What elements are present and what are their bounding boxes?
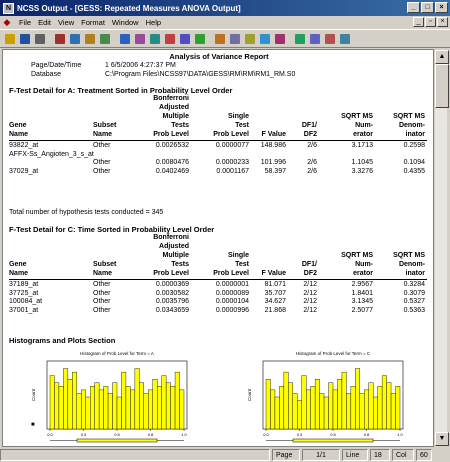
table-a-cell-df: 2/6: [307, 159, 317, 167]
hist-a-bar: [86, 397, 90, 429]
hist-a-bar: [153, 379, 157, 429]
hist-c-bar: [302, 376, 306, 429]
spreadsheet-icon[interactable]: [148, 32, 162, 46]
table-a-hdr-denom: Denom-: [398, 122, 425, 129]
hist-c-xlabel: Prob Level for Term = C: [309, 446, 357, 451]
table-c-hdr-single: Single: [227, 252, 249, 259]
hist-a-bar: [121, 372, 125, 429]
hist-a-bar: [162, 376, 166, 429]
table-c-hdr-adjusted: Adjusted: [159, 243, 189, 250]
table-a-hdr-df2: DF2: [303, 131, 317, 138]
table-a-cell-num: 3.3276: [351, 167, 373, 175]
hist-a-bar: [54, 383, 58, 429]
hist-c-bar: [369, 383, 373, 429]
table-a-hdr-gene: Gene: [9, 122, 27, 129]
hist-c-bar: [315, 379, 319, 429]
app-icon: N: [3, 3, 14, 14]
status-bar: [0, 448, 450, 462]
menu-format[interactable]: Format: [81, 18, 105, 27]
hist-c-bar: [351, 386, 355, 429]
mdi-restore-button[interactable]: ▫: [425, 17, 436, 27]
status-page-label: Page: [272, 449, 300, 461]
table-c-cell-gene: 100084_at: [9, 298, 43, 306]
table-a-cell-gene: 93822_at: [9, 142, 39, 149]
status-line-value: 18: [370, 449, 390, 461]
table-a-hdr-num: Num-: [355, 122, 373, 129]
hist-a-bar: [99, 390, 103, 429]
table-c-hdr-subset: Subset: [93, 261, 117, 268]
table-a-cell-single: 0.0001167: [216, 167, 249, 175]
table-a-hdr-name: Name: [9, 131, 29, 138]
table-c-cell-bonf: 0.0035796: [155, 298, 189, 306]
table-a-cell-bonf: 0.0080476: [155, 159, 189, 167]
table-a-cell-den: 0.1094: [403, 159, 425, 167]
table-a-cell-single: 0.0000077: [215, 142, 249, 149]
table-a-hdr-prob-level: Prob Level: [153, 131, 189, 138]
hist-c-ylabel: Count: [247, 388, 252, 402]
histogram-term-a: [27, 347, 197, 451]
table-c-hdr-test: Test: [235, 261, 249, 268]
hist-c-bar: [333, 390, 337, 429]
table-a-hdr-adjusted: Adjusted: [159, 104, 189, 111]
toolbar: [0, 29, 450, 48]
table-a-hdr-bonferroni: Bonferroni: [153, 95, 189, 102]
scroll-up-button[interactable]: ▲: [435, 50, 449, 64]
hist-c-bar: [355, 369, 359, 429]
menu-file[interactable]: File: [19, 18, 32, 27]
table-a-hdr-df1: DF1/: [301, 122, 317, 129]
hist-c-bar: [378, 386, 382, 429]
hist-a-bar: [157, 386, 161, 429]
table-c-hdr-sqrt-den: SQRT MS: [393, 252, 425, 259]
print-icon[interactable]: [33, 32, 47, 46]
table-a-cell-bonf: 0.0026532: [155, 142, 189, 149]
table-a-cell-f: 58.397: [264, 167, 286, 175]
vertical-scrollbar[interactable]: [434, 49, 448, 447]
hist-c-bar: [329, 383, 333, 429]
arrow-down-icon[interactable]: [308, 32, 322, 46]
end-marker: ■: [31, 422, 35, 428]
hist-a-bar: [130, 390, 134, 429]
help-icon[interactable]: [193, 32, 207, 46]
data-icon[interactable]: [118, 32, 132, 46]
hist-c-xtick-label: 1.0: [397, 432, 403, 437]
table-c-hdr-denom: Denom-: [398, 261, 425, 268]
status-col-value: 60: [416, 449, 432, 461]
table-c-hdr-num: Num-: [355, 261, 373, 268]
menu-edit[interactable]: Edit: [38, 18, 52, 27]
info-icon[interactable]: [338, 32, 352, 46]
hist-a-bar: [180, 390, 184, 429]
table-c-hdr-name: Name: [9, 270, 29, 277]
mdi-close-button[interactable]: ×: [437, 17, 448, 27]
table-c-cell-f: 34.627: [264, 298, 286, 306]
hist-a-xlabel: Prob Level for Term = A: [93, 446, 141, 451]
hist-a-bar: [95, 383, 99, 429]
table-c-cell-single: 0.0000001: [215, 281, 249, 288]
hist-a-bar: [148, 390, 152, 429]
bookmark-icon[interactable]: [213, 32, 227, 46]
hist-section-title: Histograms and Plots Section: [9, 336, 116, 345]
table-c-cell-den: 0.5363: [403, 306, 425, 314]
table-a-cell-f: 148.986: [260, 142, 286, 149]
hist-a-bar: [104, 386, 108, 429]
table-a-hdr-test: Test: [235, 122, 249, 129]
hist-a-bar: [72, 372, 76, 429]
table-c-cell-num: 2.9567: [351, 281, 373, 288]
save-icon[interactable]: [18, 32, 32, 46]
table-c-cell-subset: Other: [93, 298, 111, 306]
hist-c-bar: [297, 401, 301, 429]
close-button[interactable]: ×: [435, 2, 448, 13]
maximize-button[interactable]: □: [421, 2, 434, 13]
table-c-cell-subset: Other: [93, 281, 111, 288]
table-c-cell-den: 0.3079: [403, 289, 425, 297]
menu-help[interactable]: Help: [145, 18, 162, 27]
table-c-cell-gene: 37725_at: [9, 289, 39, 297]
zoom-icon[interactable]: [228, 32, 242, 46]
table-c-hdr-subset-name: Name: [93, 270, 113, 277]
table-a-header-rule: [9, 140, 427, 141]
table-a-hdr-multiple: Multiple: [162, 113, 189, 120]
table-c-hdr-single-prob: Prob Level: [213, 270, 249, 277]
hist-a-boxplot: [77, 439, 157, 442]
table-c-cell-bonf: 0.0030582: [155, 289, 189, 297]
fit-icon[interactable]: [323, 32, 337, 46]
table-a-hdr-erator: erator: [353, 131, 373, 138]
table-a-hdr-fvalue: F Value: [261, 131, 286, 138]
table-a-cell-bonf: 0.0402469: [155, 167, 189, 175]
total-tests-note: Total number of hypothesis tests conducted = 345: [9, 209, 164, 216]
hist-c-bar: [284, 372, 288, 429]
hist-a-ylabel: Count: [31, 388, 36, 402]
table-c-cell-f: 35.707: [264, 289, 286, 297]
table-c-cell-df: 2/12: [303, 298, 317, 306]
table-a-hdr-single: Single: [227, 113, 249, 120]
menu-view[interactable]: View: [58, 18, 75, 27]
table-c-cell-num: 2.5077: [351, 306, 373, 314]
hist-c-bar: [387, 383, 391, 429]
table-c-cell-subset: Other: [93, 306, 111, 314]
report-title: Analysis of Variance Report: [169, 52, 269, 61]
table-c-cell-single: 0.0000089: [215, 289, 249, 297]
hist-a-xtick-label: 0.3: [80, 432, 87, 437]
scroll-thumb[interactable]: [435, 64, 449, 108]
hist-c-bar: [270, 390, 274, 429]
status-col-label: Col: [392, 449, 414, 461]
menu-window[interactable]: Window: [111, 18, 139, 27]
hist-c-bar: [275, 397, 279, 429]
status-message: [0, 449, 270, 461]
histogram-term-c: [243, 347, 413, 451]
table-c-cell-single: 0.0000996: [215, 306, 249, 314]
hist-a-bar: [68, 379, 72, 429]
font-icon[interactable]: [273, 32, 287, 46]
table-c-cell-df: 2/12: [303, 306, 317, 314]
table-a-cell-subset: Other: [93, 167, 111, 175]
table-a-cell-df: 2/6: [307, 142, 317, 149]
hist-c-xtick-label: 0.3: [296, 432, 303, 437]
hist-c-bar: [373, 397, 377, 429]
table-c-hdr-sqrt-num: SQRT MS: [341, 252, 373, 259]
hist-a-bar: [166, 383, 170, 429]
hist-a-bar: [50, 376, 54, 429]
hist-c-bar: [337, 379, 341, 429]
table-c-cell-subset: Other: [93, 289, 111, 297]
paste-icon[interactable]: [83, 32, 97, 46]
hist-a-xtick-label: 0.0: [47, 432, 53, 437]
table-c-cell-single: 0.0000104: [215, 298, 249, 306]
hist-a-bar: [117, 397, 121, 429]
title-bar: [0, 0, 450, 16]
table-c-hdr-df2: DF2: [303, 270, 317, 277]
window-title: NCSS Output - [GESS: Repeated Measures ANOVA Output]: [17, 3, 241, 13]
hist-a-title: Histogram of Prob Level for Term = A: [80, 351, 154, 356]
hist-a-bar: [77, 393, 81, 429]
table-a-hdr-sqrt-den: SQRT MS: [393, 113, 425, 120]
table-c-cell-f: 21.868: [264, 306, 286, 314]
status-line-label: Line: [342, 449, 368, 461]
table-a-cell-num: 3.1713: [351, 142, 373, 149]
hist-a-bar: [139, 383, 143, 429]
document-icon[interactable]: ◆: [3, 17, 11, 27]
hist-c-bar: [360, 393, 364, 429]
report-icon[interactable]: [133, 32, 147, 46]
open-icon[interactable]: [3, 32, 17, 46]
hist-c-xtick-label: 0.5: [330, 432, 336, 437]
table-c-hdr-gene: Gene: [9, 261, 27, 268]
hist-c-bar: [396, 386, 400, 429]
table-c-cell-den: 0.5327: [403, 298, 425, 306]
table-a-hdr-inator: inator: [405, 131, 425, 138]
table-a-hdr-sqrt-num: SQRT MS: [341, 113, 373, 120]
table-c-header-rule: [9, 279, 427, 280]
mdi-minimize-button[interactable]: _: [413, 17, 424, 27]
table-c-cell-gene: 37001_at: [9, 306, 39, 314]
table-c-hdr-erator: erator: [353, 270, 373, 277]
scroll-down-button[interactable]: ▼: [435, 432, 449, 446]
page-date-label: Page/Date/Time: [31, 62, 82, 69]
settings-icon[interactable]: [243, 32, 257, 46]
table-c-cell-num: 1.8401: [351, 289, 373, 297]
table-c-hdr-fvalue: F Value: [261, 270, 286, 277]
hist-c-title: Histogram of Prob Level for Term = C: [295, 351, 371, 356]
hist-a-bar: [144, 393, 148, 429]
copy-icon[interactable]: [68, 32, 82, 46]
hist-a-bar: [171, 386, 175, 429]
table-a-hdr-single-prob: Prob Level: [213, 131, 249, 138]
table-c-cell-f: 81.071: [264, 281, 286, 288]
table-a-cell-den: 0.4355: [403, 167, 425, 175]
hist-c-bar: [342, 372, 346, 429]
hist-c-bar: [324, 397, 328, 429]
section-a-title: F-Test Detail for A: Treatment Sorted in Probability Level Order: [9, 86, 233, 95]
table-c-hdr-bonferroni: Bonferroni: [153, 234, 189, 241]
hist-c-bar: [320, 393, 324, 429]
database-label: Database: [31, 71, 61, 78]
undo-icon[interactable]: [98, 32, 112, 46]
hist-a-xtick-label: 1.0: [181, 432, 187, 437]
table-c-cell-df: 2/12: [303, 289, 317, 297]
table-c-hdr-multiple: Multiple: [162, 252, 189, 259]
hist-c-bar: [391, 393, 395, 429]
table-a-hdr-subset: Subset: [93, 122, 117, 129]
hist-c-bar: [346, 393, 350, 429]
table-c-cell-num: 3.1345: [351, 298, 373, 306]
table-c-cell-gene: 37189_at: [9, 281, 39, 288]
hist-a-xtick-label: 0.8: [147, 432, 154, 437]
table-c-hdr-tests: Tests: [171, 261, 189, 268]
table-a-cell-gene: AFFX-Ss_Angioten_3_s_at: [9, 150, 94, 158]
table-a-cell-den: 0.2598: [403, 142, 425, 149]
hist-c-bar: [311, 386, 315, 429]
table-a-cell-gene: 37029_at: [9, 167, 39, 175]
section-c-title: F-Test Detail for C: Time Sorted in Probability Level Order: [9, 225, 215, 234]
database-value: C:\Program Files\NCSS97\DATA\GESS\RM\RM\RM1_RM.S0: [105, 71, 296, 78]
hist-c-bar: [293, 393, 297, 429]
table-c-cell-bonf: 0.0343659: [155, 306, 189, 314]
table-a-cell-num: 1.1045: [351, 159, 373, 167]
hist-a-bar: [113, 383, 117, 429]
chart-icon[interactable]: [163, 32, 177, 46]
hist-a-bar: [59, 386, 63, 429]
hist-a-xtick-label: 0.5: [114, 432, 120, 437]
report-viewport[interactable]: [2, 49, 434, 451]
format-icon[interactable]: [258, 32, 272, 46]
status-page-value: 1/1: [302, 449, 340, 461]
table-c-hdr-df1: DF1/: [301, 261, 317, 268]
arrow-up-icon[interactable]: [293, 32, 307, 46]
hist-c-bar: [382, 376, 386, 429]
hist-c-xtick-label: 0.0: [263, 432, 269, 437]
table-a-cell-subset: Other: [93, 159, 111, 167]
table-c-hdr-inator: inator: [405, 270, 425, 277]
find-icon[interactable]: [178, 32, 192, 46]
table-a-hdr-tests: Tests: [171, 122, 189, 129]
table-c-cell-den: 0.3284: [403, 281, 425, 288]
minimize-button[interactable]: _: [407, 2, 420, 13]
table-c-hdr-prob-level: Prob Level: [153, 270, 189, 277]
hist-c-bar: [364, 390, 368, 429]
menu-bar: [0, 16, 450, 29]
table-a-cell-f: 101.996: [260, 159, 286, 167]
table-a-cell-subset: Other: [93, 142, 111, 149]
cut-icon[interactable]: [53, 32, 67, 46]
table-c-cell-df: 2/12: [303, 281, 317, 288]
table-c-cell-bonf: 0.0000369: [155, 281, 189, 288]
hist-a-bar: [108, 393, 112, 429]
hist-a-bar: [81, 390, 85, 429]
hist-a-bar: [63, 369, 67, 429]
hist-c-bar: [266, 379, 270, 429]
hist-c-boxplot: [293, 439, 373, 442]
hist-a-bar: [175, 372, 179, 429]
hist-c-bar: [306, 390, 310, 429]
hist-a-bar: [126, 386, 130, 429]
table-a-hdr-subset-name: Name: [93, 131, 113, 138]
hist-c-bar: [279, 386, 283, 429]
hist-a-bar: [135, 369, 139, 429]
hist-a-bar: [90, 386, 94, 429]
table-a-cell-single: 0.0000233: [215, 159, 249, 167]
hist-c-bar: [288, 383, 292, 429]
hist-c-xtick-label: 0.8: [363, 432, 370, 437]
page-date-value: 1 6/5/2006 4:27:37 PM: [105, 62, 176, 69]
table-a-cell-df: 2/6: [307, 167, 317, 175]
